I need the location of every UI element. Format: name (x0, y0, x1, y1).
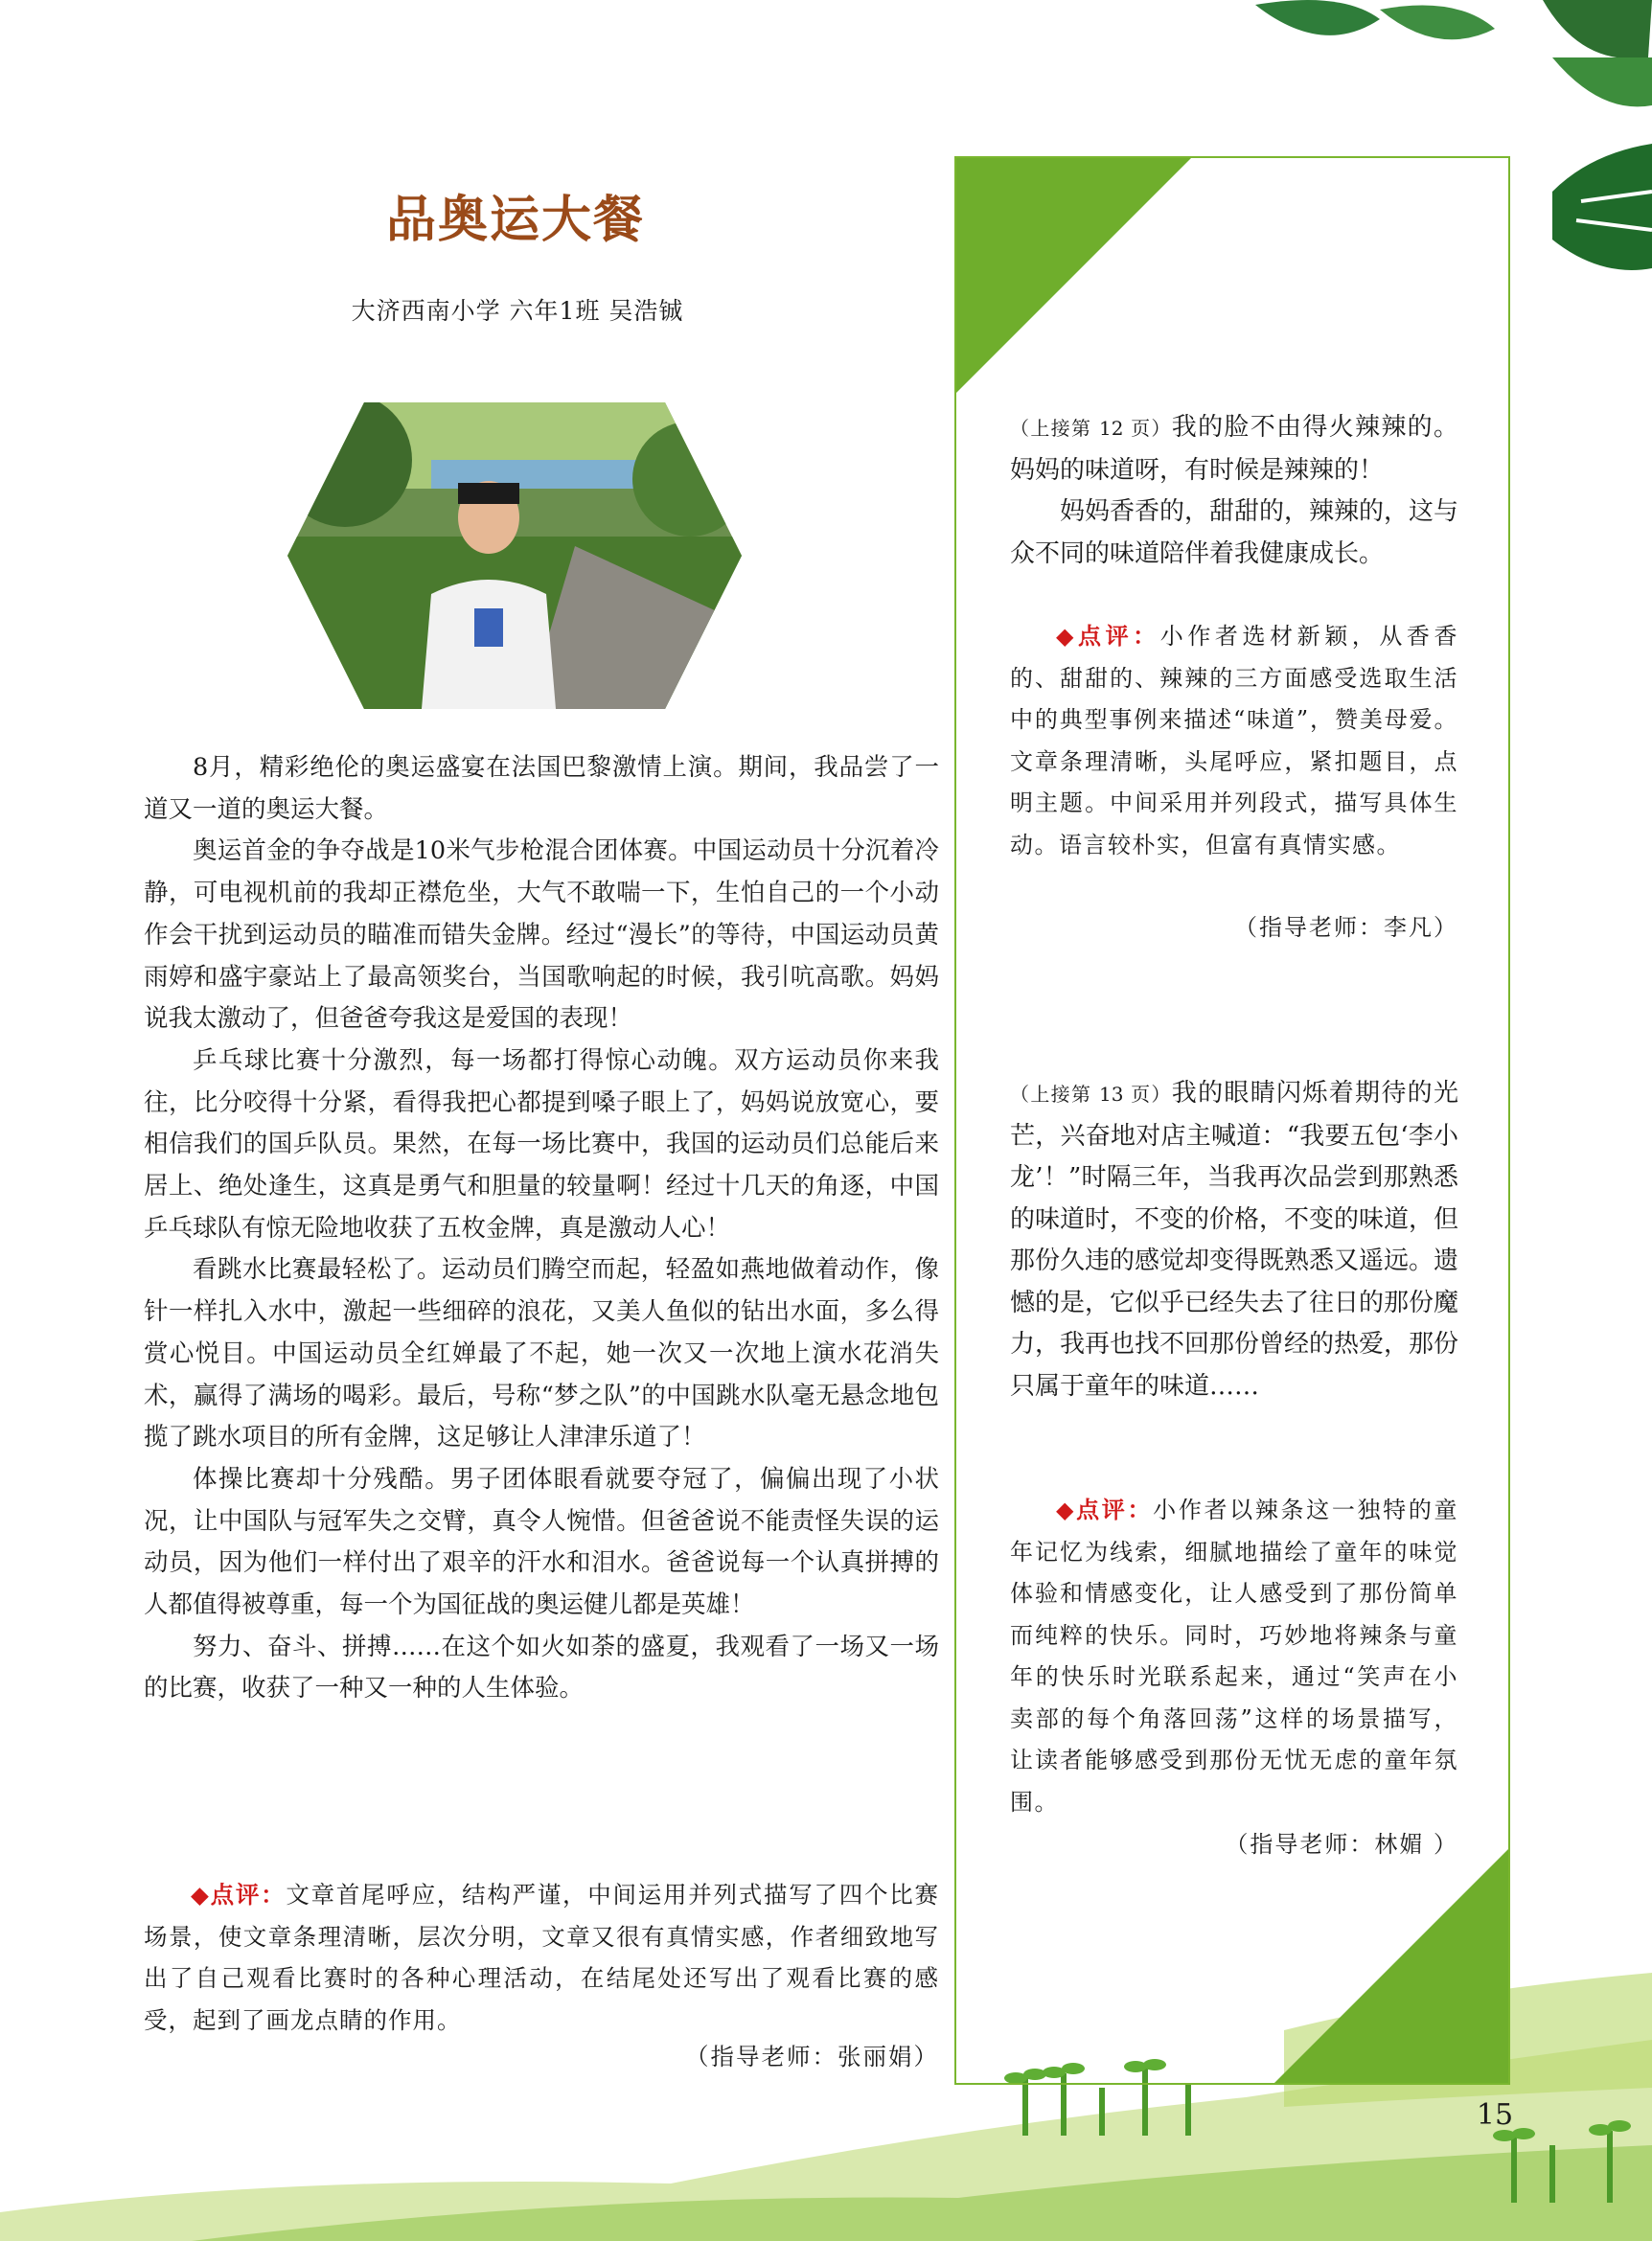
article-paragraph: 奥运首金的争夺战是10米气步枪混合团体赛。中国运动员十分沉着冷静，可电视机前的我却正襟危坐，大气不敢喘一下，生怕自己的一个小动作会干扰到运动员的瞄准而错失金牌。经过“漫长”的等待，中国运动员黄雨婷和盛宇豪站上了最高领奖台，当国歌响起的时候，我引吭高歌。妈妈说我太激动了，但爸爸夸我这是爱国的表现！ (144, 836, 939, 1034)
article-byline: 大济西南小学 六年1班 吴浩铖 (351, 297, 684, 325)
sidebar-block1-teacher: （指导老师：李凡） (1234, 914, 1458, 941)
article-paragraph: 8月，精彩绝伦的奥运盛宴在法国巴黎激情上演。期间，我品尝了一道又一道的奥运大餐。 (144, 753, 939, 824)
comment-text: 文章首尾呼应，结构严谨，中间运用并列式描写了四个比赛场景，使文章条理清晰，层次分明，文章又很有真情实感，作者细致地写出了自己观看比赛时的各种心理活动，在结尾处还写出了观看比赛的感受，起到了画龙点睛的作用。 (144, 1881, 940, 2035)
panel-corner-triangle-top (956, 158, 1191, 393)
sidebar-block1-comment (1010, 616, 1458, 866)
sidebar-block2-body: 我的眼睛闪烁着期待的光芒，兴奋地对店主喊道：“我要五包‘李小龙’！”时隔三年，当我再次品尝到那熟悉的味道时，不变的价格，不变的味道，但那份久违的感觉却变得既熟悉又遥远。遗憾的是，它似乎已经失去了往日的那份魔力，我再也找不回那份曾经的热爱，那份只属于童年的味道…… (1010, 1079, 1459, 1401)
continuation-ref: （上接第 13 页） (1010, 1083, 1172, 1106)
sidebar-block1-para2: 妈妈香香的，甜甜的，辣辣的，这与众不同的味道陪伴着我健康成长。 (1010, 497, 1459, 568)
article-comment (144, 1874, 939, 2042)
sidebar-block2-text (1010, 1073, 1458, 1407)
comment-text: 小作者选材新颖，从香香的、甜甜的、辣辣的三方面感受选取生活中的典型事例来描述“味道”，赞美母爱。文章条理清晰，头尾呼应，紧扣题目，点明主题。中间采用并列段式，描写具体生动。语言较朴实，但富有真情实感。 (1010, 623, 1459, 858)
sidebar-block2-teacher: （指导老师：林媚 ） (1225, 1831, 1458, 1858)
article-paragraph: 看跳水比赛最轻松了。运动员们腾空而起，轻盈如燕地做着动作，像针一样扎入水中，激起一些细碎的浪花，又美人鱼似的钻出水面，多么得赏心悦目。中国运动员全红婵最了不起，她一次又一次地上演水花消失术，赢得了满场的喝彩。最后，号称“梦之队”的中国跳水队毫无悬念地包揽了跳水项目的所有金牌，这足够让人津津乐道了！ (144, 1255, 939, 1452)
article-teacher: （指导老师：张丽娟） (685, 2043, 939, 2070)
comment-label: 点评： (1078, 623, 1160, 650)
panel-corner-triangle-bottom (1274, 1849, 1508, 2083)
comment-label: 点评： (210, 1881, 287, 1909)
sidebar-block1-text (1010, 407, 1458, 575)
sidebar-block1-line1: 我的脸不由得火辣辣的。妈妈的味道呀，有时候是辣辣的！ (1010, 413, 1458, 485)
comment-diamond-icon: ◆ (191, 1881, 211, 1909)
author-photo (287, 402, 742, 709)
comment-text: 小作者以辣条这一独特的童年记忆为线索，细腻地描绘了童年的味觉体验和情感变化，让人感受到了那份简单而纯粹的快乐。同时，巧妙地将辣条与童年的快乐时光联系起来，通过“笑声在小卖部的每个角落回荡”这样的场景描写，让读者能够感受到那份无忧无虑的童年氛围。 (1010, 1497, 1459, 1816)
article-paragraph: 努力、奋斗、拼搏……在这个如火如荼的盛夏，我观看了一场又一场的比赛，收获了一种又一种的人生体验。 (144, 1632, 939, 1704)
comment-diamond-icon: ◆ (1056, 623, 1079, 650)
continuation-ref: （上接第 12 页） (1010, 417, 1172, 440)
article-paragraph: 体操比赛却十分残酷。男子团体眼看就要夺冠了，偏偏出现了小状况，让中国队与冠军失之交臂，真令人惋惜。但爸爸说不能责怪失误的运动员，因为他们一样付出了艰辛的汗水和泪水。爸爸说每一个认真拼搏的人都值得被尊重，每一个为国征战的奥运健儿都是英雄！ (144, 1464, 939, 1620)
page-number: 15 (1476, 2098, 1514, 2132)
article-title: 品奥运大餐 (385, 192, 645, 249)
sidebar-block2-comment (1010, 1490, 1458, 1823)
article-body (144, 747, 939, 1710)
comment-diamond-icon: ◆ (1056, 1497, 1077, 1523)
comment-label: 点评： (1076, 1497, 1154, 1523)
article-paragraph: 乒乓球比赛十分激烈，每一场都打得惊心动魄。双方运动员你来我往，比分咬得十分紧，看得我把心都提到嗓子眼上了，妈妈说放宽心，要相信我们的国乒队员。果然，在每一场比赛中，我国的运动员们总能后来居上、绝处逢生，这真是勇气和胆量的较量啊！经过十几天的角逐，中国乒乓球队有惊无险地收获了五枚金牌，真是激动人心！ (144, 1045, 939, 1243)
